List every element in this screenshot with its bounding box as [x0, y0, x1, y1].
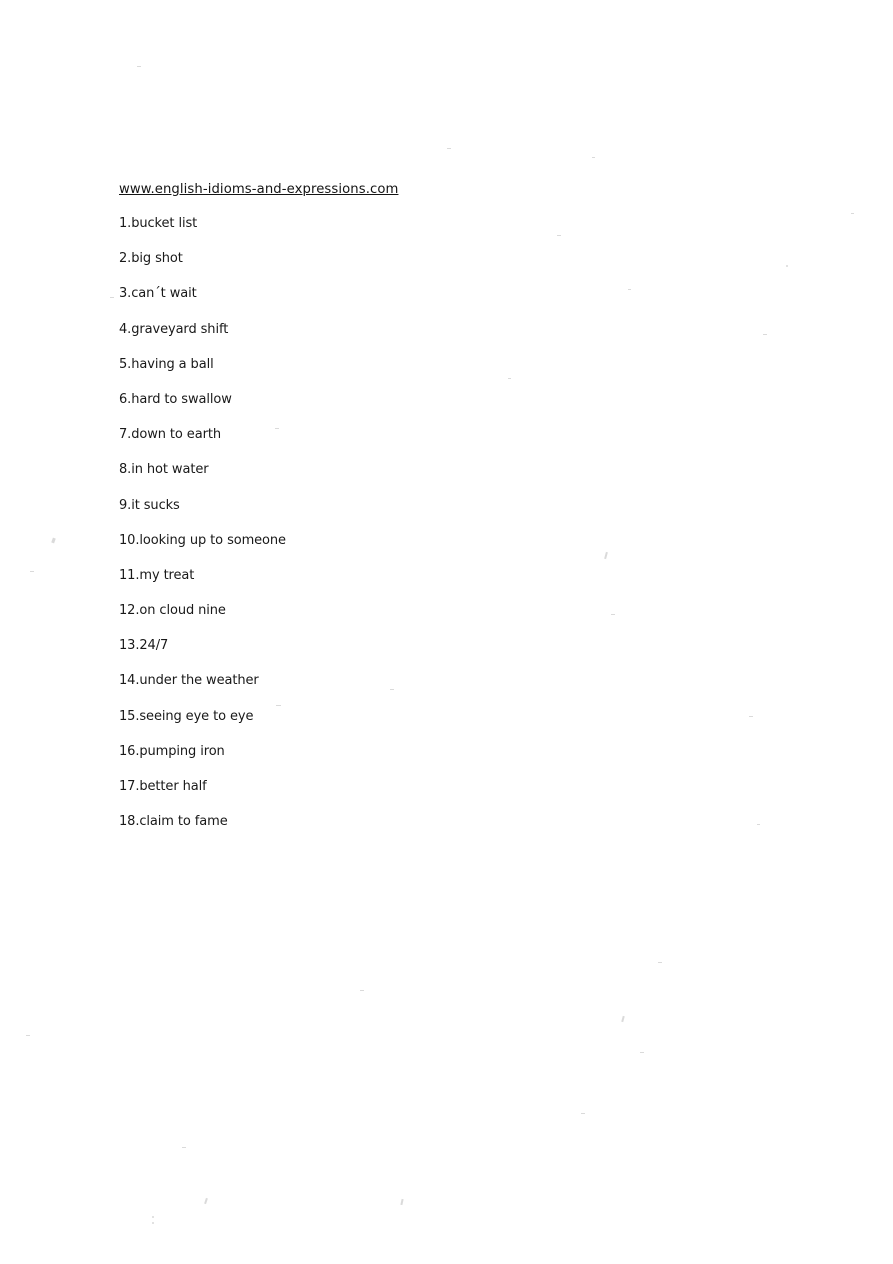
scan-speck [152, 1222, 154, 1224]
list-item [119, 604, 719, 617]
scan-speck [51, 538, 56, 544]
list-item-number: 11. [119, 567, 140, 583]
list-item-number: 12. [119, 603, 140, 619]
list-item-number: 13. [119, 638, 140, 654]
idiom-list [119, 217, 719, 828]
list-item-number: 9. [119, 497, 132, 513]
list-item-number: 18. [119, 814, 140, 830]
list-item-label: seeing eye to eye [139, 708, 254, 724]
scan-speck [851, 213, 854, 214]
list-item [119, 569, 719, 582]
list-item [119, 534, 719, 547]
list-item-label: my treat [139, 567, 195, 583]
list-item-number: 6. [119, 391, 132, 407]
scan-speck [447, 148, 451, 149]
list-item-label: it sucks [131, 497, 180, 513]
list-item-label: claim to fame [139, 814, 228, 830]
scan-speck [786, 265, 788, 267]
list-item [119, 745, 719, 758]
scan-speck [749, 716, 753, 717]
list-item-label: big shot [131, 251, 183, 267]
scan-speck [110, 297, 114, 298]
list-item [119, 358, 719, 371]
list-item [119, 463, 719, 476]
scan-speck [26, 1035, 30, 1036]
list-item-label: better half [139, 779, 207, 794]
scan-speck [204, 1198, 208, 1204]
list-item [119, 217, 719, 230]
list-item [119, 323, 719, 336]
scan-speck [757, 824, 760, 825]
scan-speck [763, 334, 767, 335]
list-item [119, 252, 719, 265]
list-item-number: 17. [119, 779, 140, 794]
scan-speck [658, 962, 662, 963]
list-item-label: bucket list [131, 216, 198, 231]
scan-speck [182, 1147, 186, 1148]
list-item [119, 428, 719, 441]
list-item-label: under the weather [139, 673, 259, 689]
list-item-number: 14. [119, 673, 140, 689]
list-item-number: 15. [119, 708, 140, 724]
list-item-label: graveyard shift [131, 321, 229, 337]
list-item [119, 780, 719, 793]
scan-speck [640, 1052, 644, 1053]
list-item-label: hard to swallow [131, 391, 232, 407]
scan-speck [30, 571, 34, 572]
list-item-label: pumping iron [139, 743, 225, 759]
list-item [119, 639, 719, 652]
list-item-number: 3. [119, 286, 132, 302]
list-item [119, 287, 719, 300]
scan-speck [592, 157, 595, 158]
list-item-number: 5. [119, 356, 132, 372]
scan-speck [137, 66, 141, 67]
list-item-number: 4. [119, 321, 132, 337]
list-item-number: 10. [119, 532, 140, 548]
list-item-label: 24/7 [139, 638, 169, 654]
list-item-label: in hot water [131, 462, 209, 478]
list-item-number: 8. [119, 462, 132, 478]
list-item-number: 7. [119, 427, 132, 443]
list-item-number: 16. [119, 743, 140, 759]
list-item [119, 499, 719, 512]
document-body [119, 178, 719, 850]
list-item [119, 393, 719, 406]
list-item-label: on cloud nine [139, 603, 226, 619]
list-item-label: down to earth [131, 427, 221, 443]
list-item-number: 2. [119, 251, 132, 267]
list-item [119, 815, 719, 828]
list-item-label: can´t wait [131, 286, 197, 302]
scan-speck [621, 1016, 624, 1022]
scan-speck [581, 1113, 585, 1114]
list-item-label: having a ball [131, 356, 214, 372]
list-item-number: 1. [119, 216, 132, 231]
website-link[interactable]: www.english-idioms-and-expressions.com [119, 182, 399, 197]
scan-speck [360, 990, 364, 991]
list-item [119, 674, 719, 687]
scan-speck [152, 1216, 154, 1218]
list-item-label: looking up to someone [139, 532, 286, 548]
list-item [119, 710, 719, 723]
scan-speck [400, 1199, 403, 1205]
